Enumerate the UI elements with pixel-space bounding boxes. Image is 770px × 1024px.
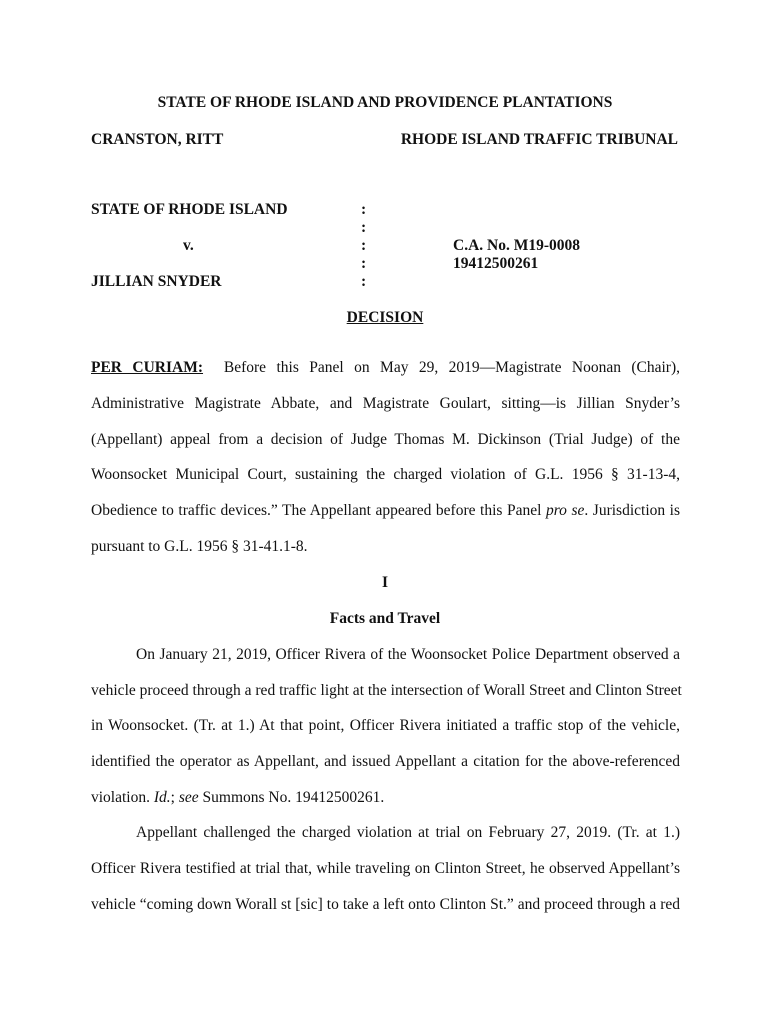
para1-line-2: vehicle proceed through a red traffic light at the intersection of Worall Street and Clinton Street [91, 682, 682, 699]
para1-line-4: identified the operator as Appellant, and issued Appellant a citation for the above-referenced [91, 753, 680, 770]
caption-colon: : [361, 237, 367, 254]
pro-se-italic: pro se [545, 502, 585, 519]
intro-line-1 [91, 359, 680, 377]
per-curiam-lead: PER CURIAM: [91, 359, 204, 376]
intro-line-5-text-a: Obedience to traffic devices.” The Appellant appeared before this Panel [91, 502, 546, 519]
para1-line-1: On January 21, 2019, Officer Rivera of the Woonsocket Police Department observed a [136, 646, 680, 663]
para2-line-3: vehicle “coming down Worall st [sic] to take a left onto Clinton St.” and proceed through a red [91, 896, 680, 913]
para1-line-5-text-b: Summons No. 19412500261. [198, 789, 385, 806]
tribunal-name: RHODE ISLAND TRAFFIC TRIBUNAL [400, 131, 678, 148]
section-title: Facts and Travel [329, 610, 441, 627]
summons-number: 19412500261 [453, 255, 539, 272]
citation-separator: ; [170, 789, 179, 806]
intro-line-2: Administrative Magistrate Abbate, and Magistrate Goulart, sitting—is Jillian Snyder’s [91, 395, 680, 412]
id-citation-italic: Id. [153, 789, 171, 806]
intro-line-6: pursuant to G.L. 1956 § 31-41.1-8. [91, 538, 308, 555]
court-location: CRANSTON, RITT [91, 131, 224, 148]
plaintiff-name: STATE OF RHODE ISLAND [91, 201, 288, 218]
case-number: C.A. No. M19-0008 [453, 237, 580, 254]
court-state-title: STATE OF RHODE ISLAND AND PROVIDENCE PLANTATIONS [157, 94, 613, 111]
para1-line-5-text-a: violation. [91, 789, 154, 806]
intro-line-5-text-b: . Jurisdiction is [584, 502, 681, 519]
caption-colon: : [361, 273, 367, 290]
caption-colon: : [361, 219, 367, 236]
versus-label: v. [183, 237, 194, 254]
para2-line-2: Officer Rivera testified at trial that, while traveling on Clinton Street, he observed Appellant’s [91, 860, 680, 877]
defendant-name: JILLIAN SNYDER [91, 273, 222, 290]
see-signal-italic: see [178, 789, 199, 806]
intro-line-1-text: Before this Panel on May 29, 2019—Magistrate Noonan (Chair), [223, 359, 681, 376]
para2-line-1: Appellant challenged the charged violation at trial on February 27, 2019. (Tr. at 1.) [136, 824, 680, 841]
para1-line-5 [91, 789, 384, 807]
intro-line-4: Woonsocket Municipal Court, sustaining the charged violation of G.L. 1956 § 31-13-4, [91, 466, 680, 483]
section-number: I [381, 574, 389, 591]
intro-line-5 [91, 502, 680, 520]
caption-colon: : [361, 201, 367, 218]
intro-line-3: (Appellant) appeal from a decision of Judge Thomas M. Dickinson (Trial Judge) of the [91, 431, 680, 448]
para1-line-3: in Woonsocket. (Tr. at 1.) At that point, Officer Rivera initiated a traffic stop of the vehicle, [91, 717, 680, 734]
caption-colon: : [361, 255, 367, 272]
decision-heading: DECISION [346, 309, 424, 326]
